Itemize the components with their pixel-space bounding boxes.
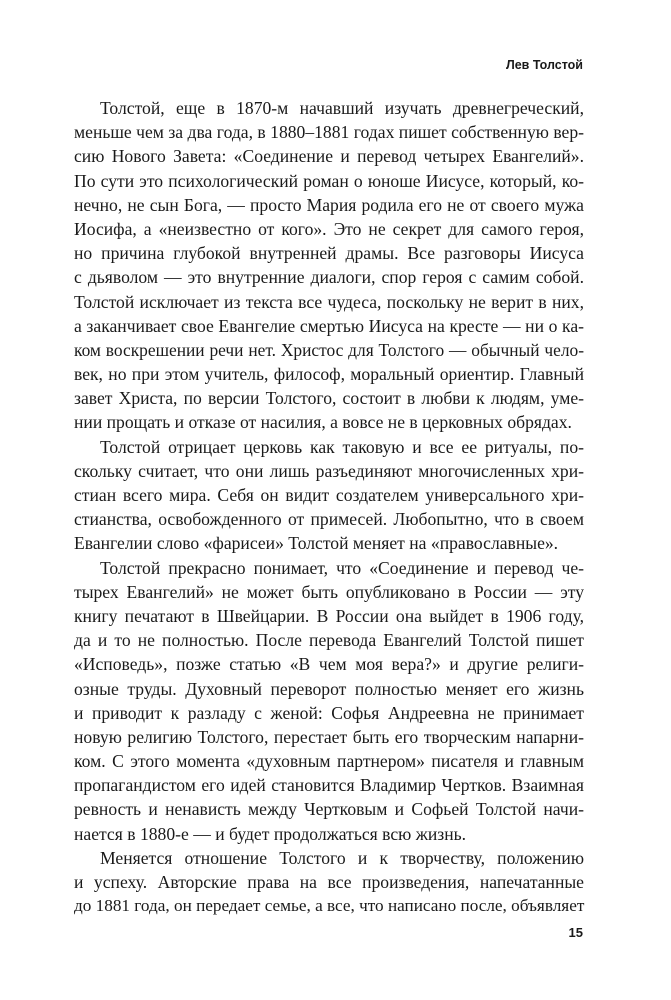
paragraph	[74, 556, 584, 846]
text-line: с дьяволом — это внутренние диалоги, спор героя с самим собой.	[74, 267, 584, 288]
text-line: Толстой, еще в 1870-м начавший изучать древнегреческий,	[100, 98, 584, 118]
text-line: стианства, освобожденного от примесей. Любопытно, что в своем	[74, 509, 584, 530]
text-line: тырех Евангелий» не может быть опубликовано в России — эту	[74, 581, 584, 602]
text-line: ревность и ненависть между Чертковым и Софьей Толстой начи-	[74, 799, 584, 820]
paragraph	[74, 435, 584, 556]
text-line: озные труды. Духовный переворот полностью меняет его жизнь	[74, 678, 584, 699]
text-line: Иосифа, а «неизвестно от кого». Это не секрет для самого героя,	[74, 218, 584, 239]
text-line: Толстой исключает из текста все чудеса, поскольку не верит в них,	[74, 291, 584, 312]
text-line: нечно, не сын Бога, — просто Мария родила его не от своего мужа	[74, 194, 584, 215]
text-line: Толстой отрицает церковь как таковую и все ее ритуалы, по-	[100, 436, 584, 457]
text-line: до 1881 года, он передает семье, а все, что написано после, объявляет	[74, 896, 585, 916]
text-line: нии прощать и отказе от насилия, а вовсе не в церковных обрядах.	[74, 412, 572, 433]
paragraph	[74, 96, 584, 435]
text-line: скольку считает, что они лишь разъединяют многочисленных хри-	[74, 460, 584, 481]
text-line: да и то не полностью. После перевода Евангелий Толстой пишет	[74, 630, 584, 651]
text-line: стиан всего мира. Себя он видит создателем универсального хри-	[74, 485, 584, 505]
text-line: новую религию Толстого, перестает быть его творческим напарни-	[74, 726, 584, 747]
text-line: век, но при этом учитель, философ, моральный ориентир. Главный	[74, 364, 584, 385]
page-number: 15	[568, 925, 583, 940]
text-line: пропагандистом его идей становится Владимир Чертков. Взаимная	[74, 775, 584, 796]
running-header-title: Лев Толстой	[505, 58, 583, 72]
text-line: ком. С этого момента «духовным партнером» писателя и главным	[74, 751, 584, 772]
text-line: «Исповедь», позже статью «В чем моя вера?» и другие религи-	[74, 654, 584, 675]
paragraph	[74, 846, 584, 919]
text-line: и приводит к разладу с женой: Софья Андреевна не принимает	[74, 702, 584, 723]
text-line: По сути это психологический роман о юноше Иисусе, который, ко-	[74, 170, 584, 191]
text-line: Меняется отношение Толстого и к творчеству, положению	[100, 847, 584, 868]
text-line: нается в 1880-е — и будет продолжаться всю жизнь.	[74, 823, 467, 844]
text-line: меньше чем за два года, в 1880–1881 годах пишет собственную вер-	[74, 122, 584, 143]
text-line: но причина глубокой внутренней драмы. Все разговоры Иисуса	[74, 243, 584, 264]
text-line: книгу печатают в Швейцарии. В России она выйдет в 1906 году,	[74, 605, 584, 626]
text-line: завет Христа, по версии Толстого, состоит в любви к людям, уме-	[74, 388, 584, 409]
body-text	[74, 96, 584, 918]
text-line: и успеху. Авторские права на все произведения, напечатанные	[74, 872, 584, 892]
text-line: Толстой прекрасно понимает, что «Соединение и перевод че-	[100, 557, 584, 578]
text-line: ком воскрешении речи нет. Христос для Толстого — обычный чело-	[74, 339, 584, 360]
text-line: Евангелии слово «фарисеи» Толстой меняет на «православные».	[74, 533, 559, 554]
text-line: а заканчивает свое Евангелие смертью Иисуса на кресте — ни о ка-	[74, 315, 584, 336]
text-line: сию Нового Завета: «Соединение и перевод четырех Евангелий».	[74, 146, 584, 167]
